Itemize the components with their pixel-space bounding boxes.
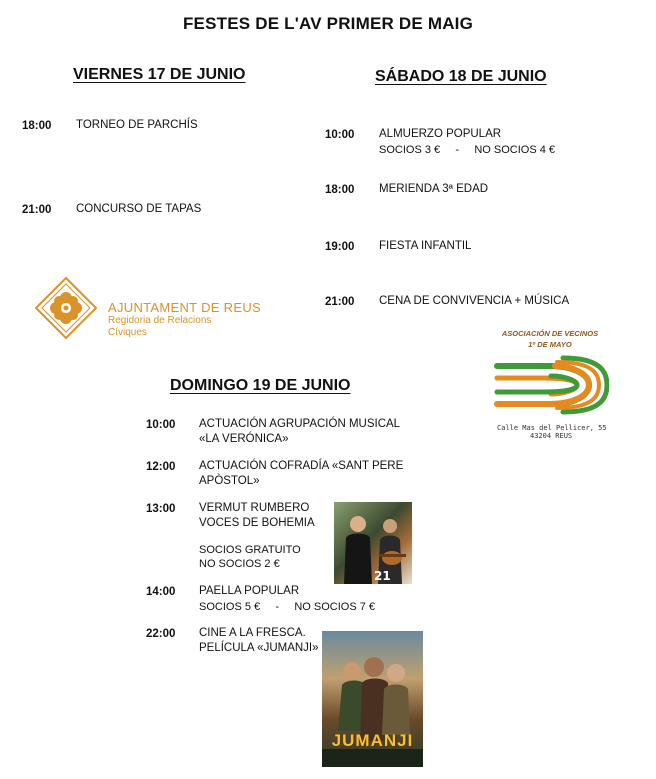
band-photo [334,502,412,584]
sunday-event-3-line-3: SOCIOS GRATUITO [199,544,301,556]
friday-event-2-time: 21:00 [22,204,52,216]
friday-event-2-label: CONCURSO DE TAPAS [76,203,202,215]
friday-heading: VIERNES 17 DE JUNIO [73,66,246,83]
friday-event-1-label: TORNEO DE PARCHÍS [76,119,198,131]
movie-poster-title: JUMANJI [331,731,414,750]
sunday-event-3-line-2: VOCES DE BOHEMIA [199,517,315,529]
saturday-event-2-time: 18:00 [325,184,355,196]
sunday-heading: DOMINGO 19 DE JUNIO [170,377,351,394]
association-postal: 43204 REUS [530,432,573,440]
sunday-event-2-line-2: APÒSTOL» [199,475,260,487]
saturday-event-1-detail: SOCIOS 3 € - NO SOCIOS 4 € [379,144,556,156]
movie-poster [322,631,423,767]
ajuntament-line-1: Regidoria de Relacions [108,315,212,326]
saturday-event-1-time: 10:00 [325,129,355,141]
association-address: Calle Mas del Pellicer, 55 [497,424,607,432]
svg-text:21: 21 [374,569,391,583]
saturday-heading: SÁBADO 18 DE JUNIO [375,68,547,85]
sunday-event-5-line-2: PELÍCULA «JUMANJI» [199,642,319,654]
ajuntament-name: AJUNTAMENT DE REUS [108,300,261,315]
sunday-event-3-time: 13:00 [146,503,176,515]
ajuntament-emblem-icon [34,276,98,340]
sunday-event-2-line-1: ACTUACIÓN COFRADÍA «SANT PERE [199,460,404,472]
sunday-event-1-time: 10:00 [146,419,176,431]
page-title: FESTES DE L'AV PRIMER DE MAIG [182,14,474,33]
association-name: ASOCIACIÓN DE VECINOS [501,329,599,338]
saturday-event-3-label: FIESTA INFANTIL [379,240,472,252]
sunday-event-3-line-1: VERMUT RUMBERO [199,502,310,514]
sunday-event-3-line-4: NO SOCIOS 2 € [199,558,280,570]
saturday-event-1-label: ALMUERZO POPULAR [379,128,502,140]
saturday-event-2-label: MERIENDA 3ª EDAD [379,183,489,195]
sunday-event-5-line-1: CINE A LA FRESCA. [199,627,306,639]
friday-event-1-time: 18:00 [22,120,52,132]
sunday-event-4-time: 14:00 [146,586,176,598]
sunday-event-2-time: 12:00 [146,461,176,473]
sunday-event-4-line-1: PAELLA POPULAR [199,585,300,597]
saturday-event-3-time: 19:00 [325,241,355,253]
ajuntament-line-2: Cíviques [108,327,147,338]
sunday-event-1-line-2: «LA VERÓNICA» [199,433,289,445]
association-knot-icon [493,352,609,418]
sunday-event-1-line-1: ACTUACIÓN AGRUPACIÓN MUSICAL [199,418,401,430]
sunday-event-5-time: 22:00 [146,628,176,640]
sunday-event-4-line-2: SOCIOS 5 € - NO SOCIOS 7 € [199,601,376,613]
association-subtitle: 1º DE MAYO [528,340,572,349]
saturday-event-4-time: 21:00 [325,296,355,308]
saturday-event-4-label: CENA DE CONVIVENCIA + MÚSICA [379,295,570,307]
